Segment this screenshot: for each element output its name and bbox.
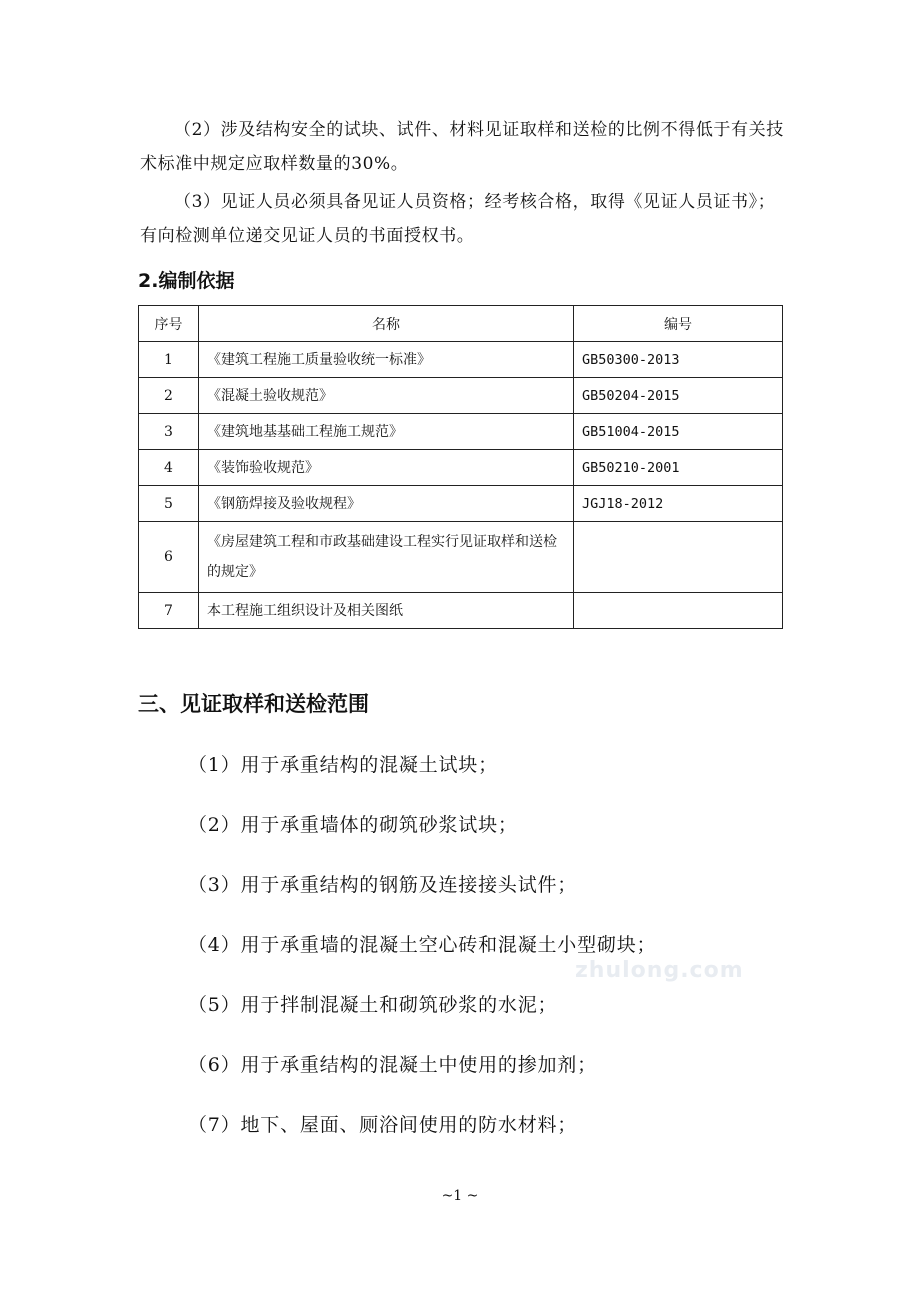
basis-table xyxy=(138,305,783,629)
scope-item: （5）用于拌制混凝土和砌筑砂浆的水泥； xyxy=(188,994,558,1016)
header-name: 名称 xyxy=(199,306,574,342)
header-code: 编号 xyxy=(574,306,783,342)
row-code: GB50210-2001 xyxy=(574,450,783,486)
scope-item: （7）地下、屋面、厕浴间使用的防水材料； xyxy=(188,1114,578,1136)
scope-item: （4）用于承重墙的混凝土空心砖和混凝土小型砌块； xyxy=(188,934,657,956)
row-code xyxy=(574,593,783,629)
scope-item: （3）用于承重结构的钢筋及连接接头试件； xyxy=(188,874,578,896)
table-row xyxy=(139,593,783,629)
table-row xyxy=(139,450,783,486)
scope-item: （6）用于承重结构的混凝土中使用的掺加剂； xyxy=(188,1054,597,1076)
row-no: 3 xyxy=(139,414,199,450)
row-no: 6 xyxy=(139,522,199,593)
page-number: ~1 ~ xyxy=(441,1188,479,1204)
row-code: GB50204-2015 xyxy=(574,378,783,414)
row-no: 1 xyxy=(139,342,199,378)
row-name: 《房屋建筑工程和市政基础建设工程实行见证取样和送检的规定》 xyxy=(199,522,574,593)
table-row xyxy=(139,486,783,522)
table-row xyxy=(139,522,783,593)
row-name: 《建筑工程施工质量验收统一标准》 xyxy=(199,342,574,378)
row-name: 《混凝土验收规范》 xyxy=(199,378,574,414)
row-code: GB51004-2015 xyxy=(574,414,783,450)
row-code: GB50300-2013 xyxy=(574,342,783,378)
row-name: 本工程施工组织设计及相关图纸 xyxy=(199,593,574,629)
row-name: 《钢筋焊接及验收规程》 xyxy=(199,486,574,522)
row-code: JGJ18-2012 xyxy=(574,486,783,522)
row-name: 《装饰验收规范》 xyxy=(199,450,574,486)
intro-paragraph-2: （2）涉及结构安全的试块、试件、材料见证取样和送检的比例不得低于有关技术标准中规定应取样数量的30%。 xyxy=(140,120,784,174)
intro-paragraph-3: （3）见证人员必须具备见证人员资格；经考核合格，取得《见证人员证书》；有向检测单位递交见证人员的书面授权书。 xyxy=(140,192,776,246)
row-name: 《建筑地基基础工程施工规范》 xyxy=(199,414,574,450)
row-no: 7 xyxy=(139,593,199,629)
scope-item: （2）用于承重墙体的砌筑砂浆试块； xyxy=(188,814,518,836)
row-code xyxy=(574,522,783,593)
scope-item: （1）用于承重结构的混凝土试块； xyxy=(188,754,498,776)
table-row xyxy=(139,414,783,450)
header-no: 序号 xyxy=(139,306,199,342)
row-no: 5 xyxy=(139,486,199,522)
table-row xyxy=(139,342,783,378)
section-heading-scope: 三、见证取样和送检范围 xyxy=(138,692,369,716)
row-no: 4 xyxy=(139,450,199,486)
row-no: 2 xyxy=(139,378,199,414)
table-row xyxy=(139,378,783,414)
table-header-row xyxy=(139,306,783,342)
watermark: zhulong.com xyxy=(575,958,744,983)
section-heading-basis: 2.编制依据 xyxy=(138,270,235,292)
